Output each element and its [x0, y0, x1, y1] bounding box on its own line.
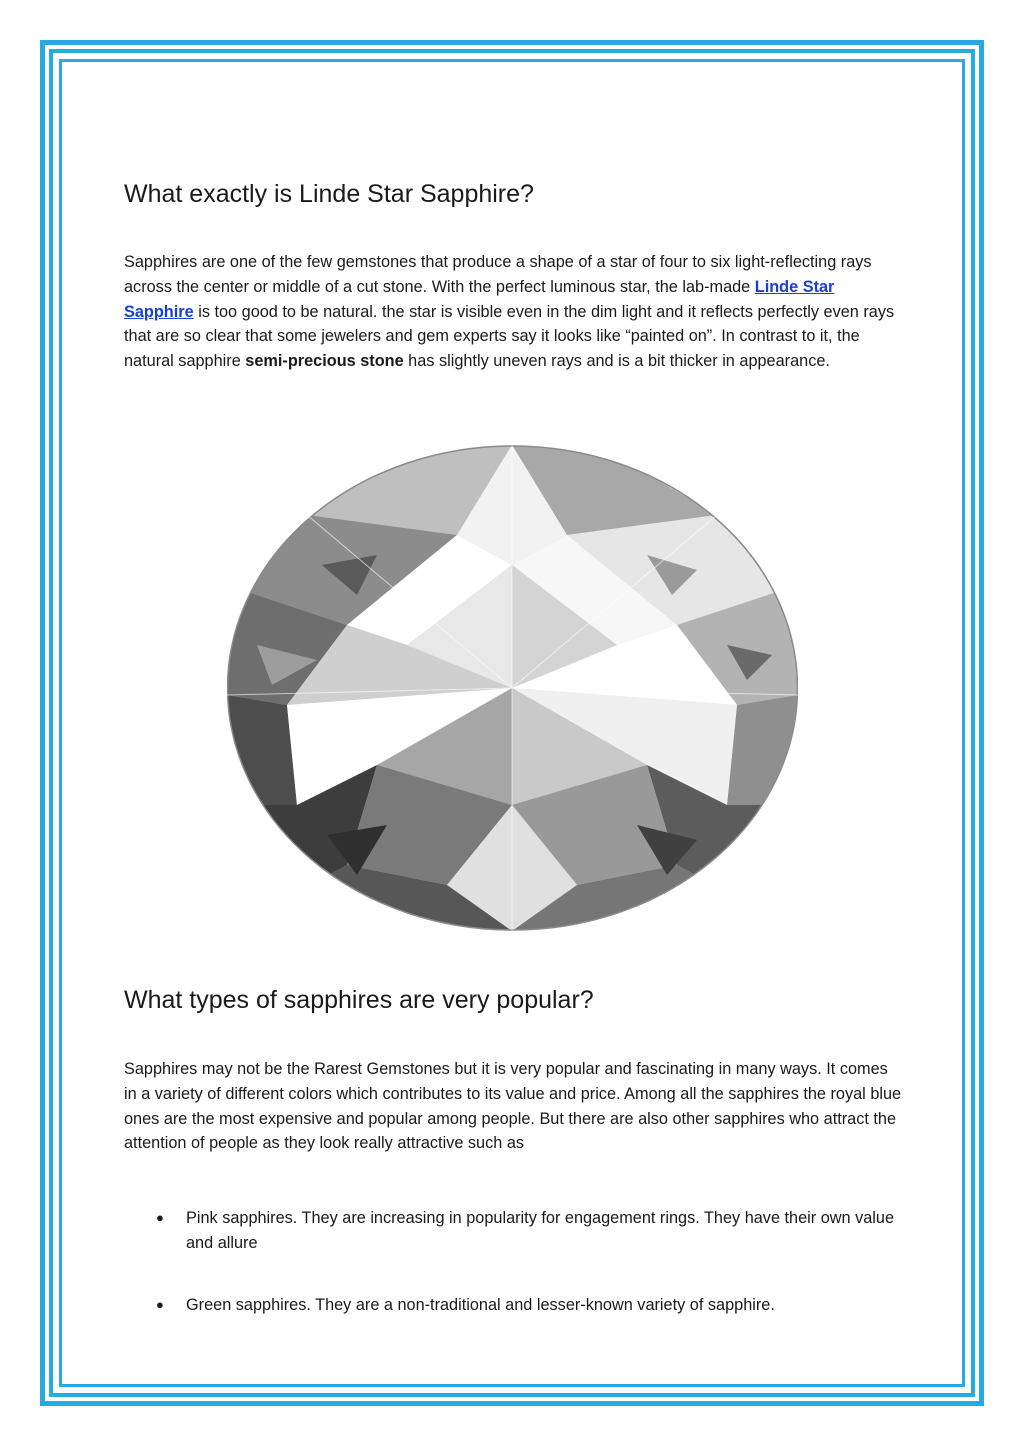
- para-text: Sapphires are one of the few gemstones that produce a shape of a star of four to six light-reflecting rays across the center or middle of a cut stone. With the perfect luminous star, the lab-made: [124, 253, 872, 296]
- para-text: has slightly uneven rays and is a bit thicker in appearance.: [403, 352, 830, 371]
- section1-heading: What exactly is Linde Star Sapphire?: [124, 180, 534, 208]
- list-item: [124, 1293, 904, 1318]
- sapphire-types-list: [124, 1206, 904, 1317]
- list-item-text: Green sapphires. They are a non-traditional and lesser-known variety of sapphire.: [186, 1295, 775, 1314]
- list-item: [124, 1206, 904, 1256]
- para-text: is too good to be natural. the star is visible even in the dim light and it reflects perfectly even rays that are so clear that some jewelers and gem experts say it looks like “painted on”. In contrast to it, the natural sapphire: [124, 302, 895, 371]
- diamond-gem-image: [227, 445, 798, 931]
- semi-precious-stone-bold: semi-precious stone: [245, 352, 404, 371]
- bullet-dot: ●: [156, 1210, 164, 1225]
- linde-star-sapphire-link[interactable]: Linde Star Sapphire: [124, 277, 835, 321]
- section1-paragraph: [124, 250, 904, 374]
- section2-heading: What types of sapphires are very popular?: [124, 986, 594, 1014]
- section2-paragraph: Sapphires may not be the Rarest Gemstones but it is very popular and fascinating in many ways. It comes in a variety of different colors which contributes to its value and price. Among all the sapphires the royal blue ones are the most expensive and popular among people. But there are also other sapphires who attract the attention of people as they look really attractive such as: [124, 1060, 902, 1153]
- list-item-text: Pink sapphires. They are increasing in popularity for engagement rings. They have their own value and allure: [186, 1209, 895, 1252]
- bullet-dot: ●: [156, 1296, 164, 1312]
